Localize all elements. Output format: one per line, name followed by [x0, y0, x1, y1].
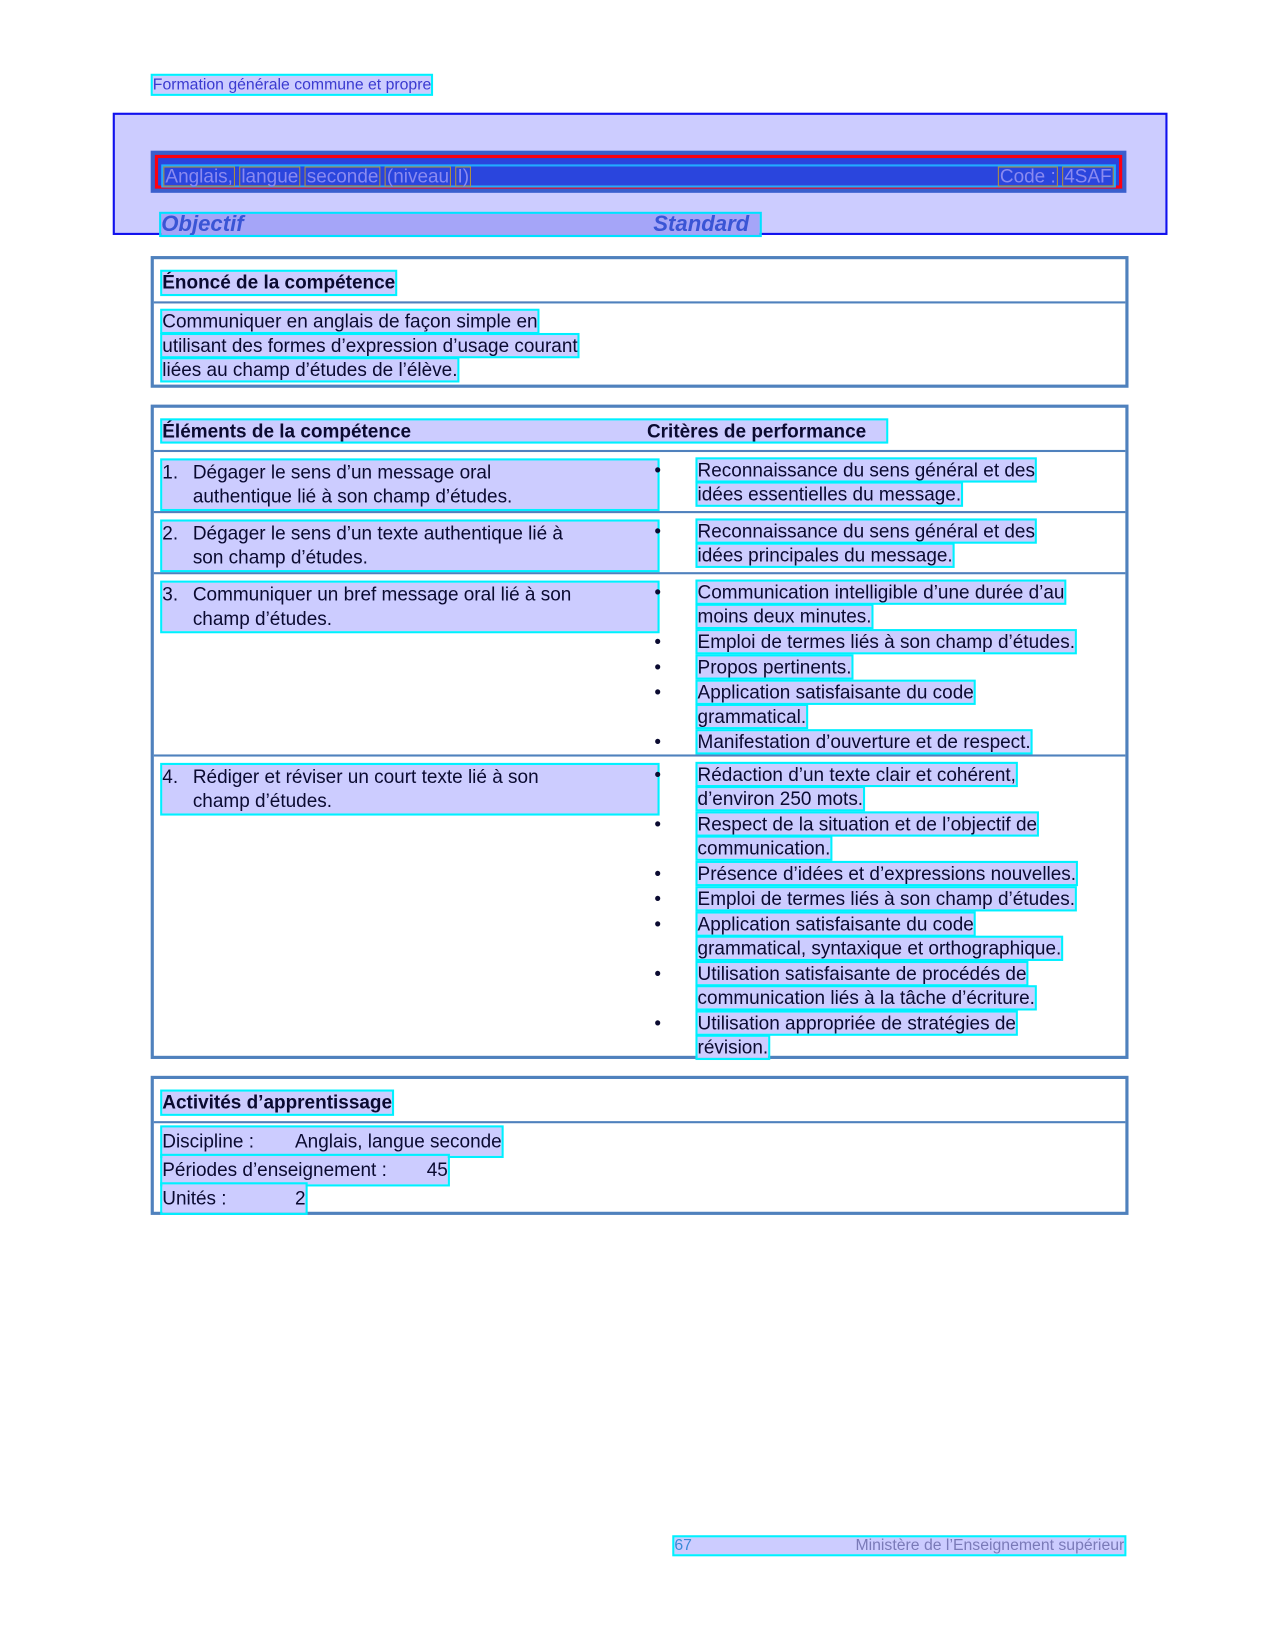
col-criteres: Critères de performance [646, 420, 867, 442]
standard-label: Standard [653, 211, 750, 237]
course-title-bar [151, 151, 1127, 193]
page-footer [674, 1537, 1124, 1554]
bullet-icon: • [654, 681, 661, 703]
bullet-icon: • [654, 913, 661, 935]
competence-row [154, 513, 1126, 574]
bullet-icon: • [654, 963, 661, 985]
course-code: Code : 4SAF [998, 166, 1114, 186]
periodes-line: Périodes d’enseignement : 45 [162, 1156, 1117, 1184]
course-title: Anglais, langue seconde (niveau I) [163, 166, 475, 186]
criterion-item: • Manifestation d’ouverture et de respect. [649, 730, 1113, 754]
bullet-icon: • [654, 763, 661, 786]
criterion-item: • Application satisfaisante du code grammatical. [654, 681, 974, 728]
col-elements: Éléments de la compétence [162, 420, 412, 442]
element-text: 3. Communiquer un bref message oral lié à son champ d’études. [162, 583, 657, 631]
elements-box [151, 405, 1129, 1059]
objective-label: Objectif [161, 211, 244, 237]
criterion-item: • Respect de la situation et de l’objectif de communication. [654, 813, 1038, 859]
criterion-item: • Utilisation satisfaisante de procédés de communication liés à la tâche d’écriture. [654, 963, 1035, 1009]
criterion-item: • Présence d’idées et d’expressions nouvelles. [649, 862, 1113, 886]
criterion-item: • Reconnaissance du sens général et des idées principales du message. [654, 520, 1035, 566]
bullet-icon: • [654, 1012, 661, 1034]
activites-title: Activités d’apprentissage [162, 1091, 393, 1113]
criterion-item: • Emploi de termes liés à son champ d’études. [649, 630, 1113, 654]
criterion-item: • Propos pertinents. [649, 655, 1113, 679]
bullet-icon: • [654, 459, 661, 481]
bullet-icon: • [654, 731, 661, 753]
criterion-item: • Reconnaissance du sens général et des idées essentielles du message. [654, 459, 1035, 505]
criteria-list [649, 581, 1113, 756]
course-title-line [161, 164, 1116, 187]
enonce-title: Énoncé de la compétence [162, 271, 396, 293]
criteria-list [649, 763, 1113, 1061]
element-text: 2. Dégager le sens d’un texte authentique lié à son champ d’études. [162, 522, 657, 570]
criterion-item: • Application satisfaisante du code grammatical, syntaxique et orthographique. [654, 913, 1062, 959]
ministry-label: Ministère de l’Enseignement supérieur [855, 1536, 1125, 1555]
enonce-box [151, 256, 1129, 388]
bullet-icon: • [654, 520, 661, 542]
page-number: 67 [674, 1536, 692, 1555]
bullet-icon: • [654, 813, 661, 835]
element-text: 1. Dégager le sens d’un message oral authentique lié à son champ d’études. [162, 460, 657, 508]
criteria-list [649, 458, 1113, 508]
criteria-list [649, 519, 1113, 569]
competence-row [154, 757, 1126, 1060]
bullet-icon: • [654, 888, 661, 910]
bullet-icon: • [654, 862, 661, 885]
elements-rows [154, 452, 1126, 1060]
criterion-item: • Emploi de termes liés à son champ d’études. [649, 887, 1113, 911]
objective-standard-row [161, 211, 760, 237]
criterion-item: • Rédaction d’un texte clair et cohérent, d’environ 250 mots. [654, 763, 1016, 810]
criterion-item: • Utilisation appropriée de stratégies de révision. [654, 1012, 1016, 1058]
criterion-item: • Communication intelligible d’une durée d’au moins deux minutes. [654, 581, 1065, 627]
section-label: Formation générale commune et propre [152, 75, 432, 94]
activites-box [151, 1076, 1129, 1215]
discipline-line: Discipline : Anglais, langue seconde [162, 1127, 1117, 1155]
competence-row [154, 452, 1126, 513]
bullet-icon: • [654, 656, 661, 678]
competence-row [154, 574, 1126, 756]
element-text: 4. Rédiger et réviser un court texte lié à son champ d’études. [162, 765, 657, 813]
bullet-icon: • [654, 581, 661, 603]
unites-line: Unités : 2 [162, 1184, 1117, 1212]
enonce-text: Communiquer en anglais de façon simple en utilisant des formes d’expression d’usage courant liées au champ d’études de l’élève. [162, 310, 578, 381]
bullet-icon: • [654, 631, 661, 653]
elements-header [162, 420, 886, 441]
